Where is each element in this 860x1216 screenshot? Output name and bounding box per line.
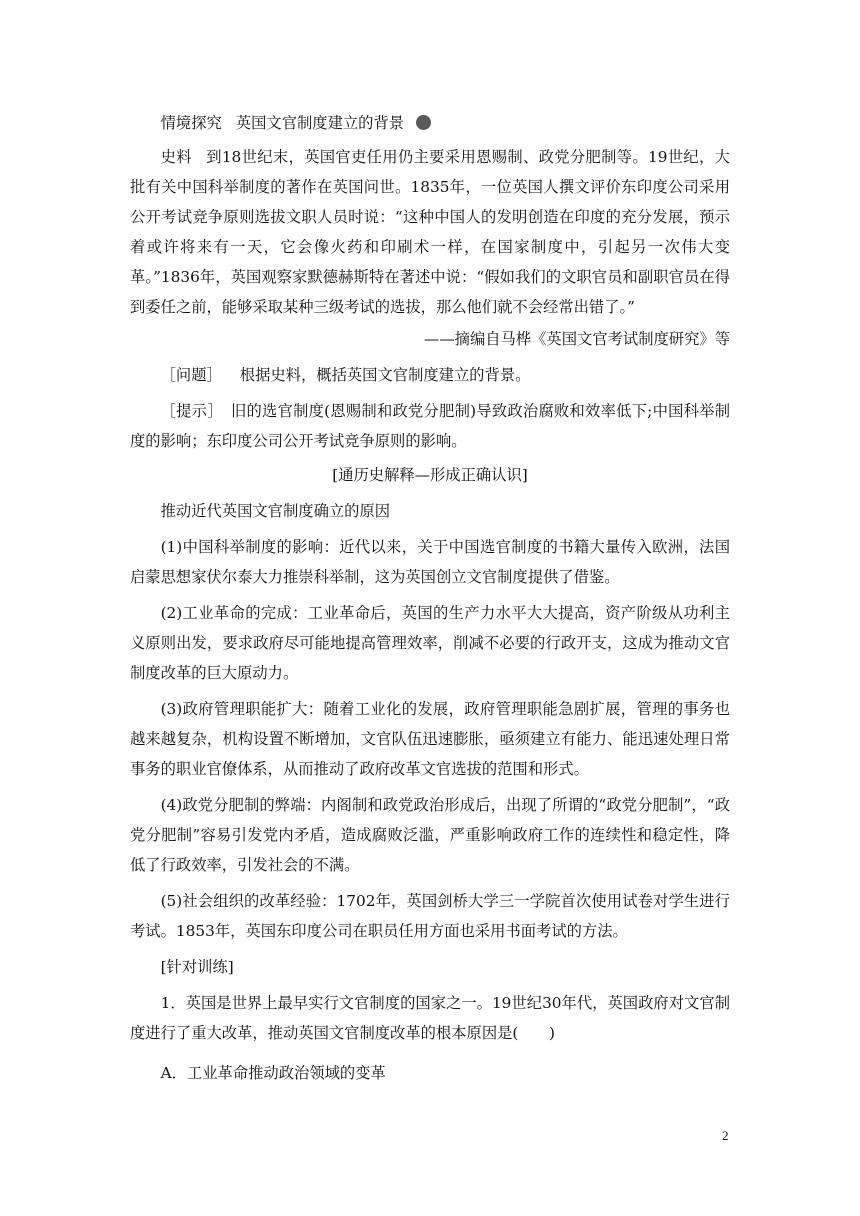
reason-3: (3)政府管理职能扩大：随着工业化的发展，政府管理职能急剧扩展，管理的事务也越来越复杂，机构设置不断增加，文官队伍迅速膨胀，亟须建立有能力、能迅速处理日常事务的职业官僚体系，从而推动了政府改革文官选拔的范围和形式。: [130, 700, 730, 778]
heading-title: 英国文官制度建立的背景: [235, 114, 405, 132]
source-text: 到18世纪末，英国官吏任用仍主要采用恩赐制、政党分肥制等。19世纪，大批有关中国科举制度的著作在英国问世。1835年，一位英国人撰文评价东印度公司采用公开考试竞争原则选拔文职人员时说：“这种中国人的发明创造在印度的充分发展，预示着或许将来有一天，它会像火药和印刷术一样，在国家制度中，引起另一次伟大变革。”1836年，英国观察家默德赫斯特在著述中说：“假如我们的文职官员和副职官员在得到委任之前，能够采取某种三级考试的选拔，那么他们就不会经常出错了。”: [130, 148, 730, 316]
page-content: [130, 108, 730, 1088]
reason-5: (5)社会组织的改革经验：1702年，英国剑桥大学三一学院首次使用试卷对学生进行考试。1853年，英国东印度公司在职员任用方面也采用书面考试的方法。: [130, 892, 730, 940]
section-title: [通历史解释—形成正确认识]: [332, 466, 528, 484]
source-lead: 史料: [160, 148, 192, 166]
hint-paragraph: [130, 396, 730, 456]
hint-label: ［提示］: [160, 402, 223, 420]
exercise-option-a: A．工业革命推动政治领域的变革: [160, 1064, 386, 1082]
reason-2: (2)工业革命的完成：工业革命后，英国的生产力水平大大提高，资产阶级从功利主义原则出发，要求政府尽可能地提高管理效率，削减不必要的行政开支，这成为推动文官制度改革的巨大原动力。: [130, 604, 730, 682]
hint-text: 旧的选官制度(恩赐制和政党分肥制)导致政治腐败和效率低下;中国科举制度的影响；东印度公司公开考试竞争原则的影响。: [130, 402, 730, 450]
question-text: 根据史料，概括英国文官制度建立的背景。: [239, 366, 531, 384]
question-paragraph: [130, 360, 730, 390]
section-heading: [130, 108, 730, 138]
training-label: [针对训练]: [160, 958, 234, 976]
reason-1: (1)中国科举制度的影响：近代以来，关于中国选官制度的书籍大量传入欧洲，法国启蒙思想家伏尔泰大力推崇科举制，这为英国创立文官制度提供了借鉴。: [130, 538, 730, 586]
source-citation: ——摘编自马桦《英国文官考试制度研究》等: [424, 330, 730, 348]
reasons-title: 推动近代英国文官制度确立的原因: [160, 502, 391, 520]
exercise-question: 1．英国是世界上最早实行文官制度的国家之一。19世纪30年代，英国政府对文官制度进行了重大改革，推动英国文官制度改革的根本原因是( ): [130, 994, 730, 1042]
circle-icon: [416, 115, 431, 130]
question-label: ［问题］: [160, 366, 222, 384]
source-paragraph: [130, 142, 730, 322]
page-number: 2: [722, 1128, 729, 1143]
reason-4: (4)政党分肥制的弊端：内阁制和政党政治形成后，出现了所谓的“政党分肥制”，“政党分肥制”容易引发党内矛盾，造成腐败泛滥，严重影响政府工作的连续性和稳定性，降低了行政效率，引发社会的不满。: [130, 796, 730, 874]
heading-label: 情境探究: [160, 114, 222, 132]
